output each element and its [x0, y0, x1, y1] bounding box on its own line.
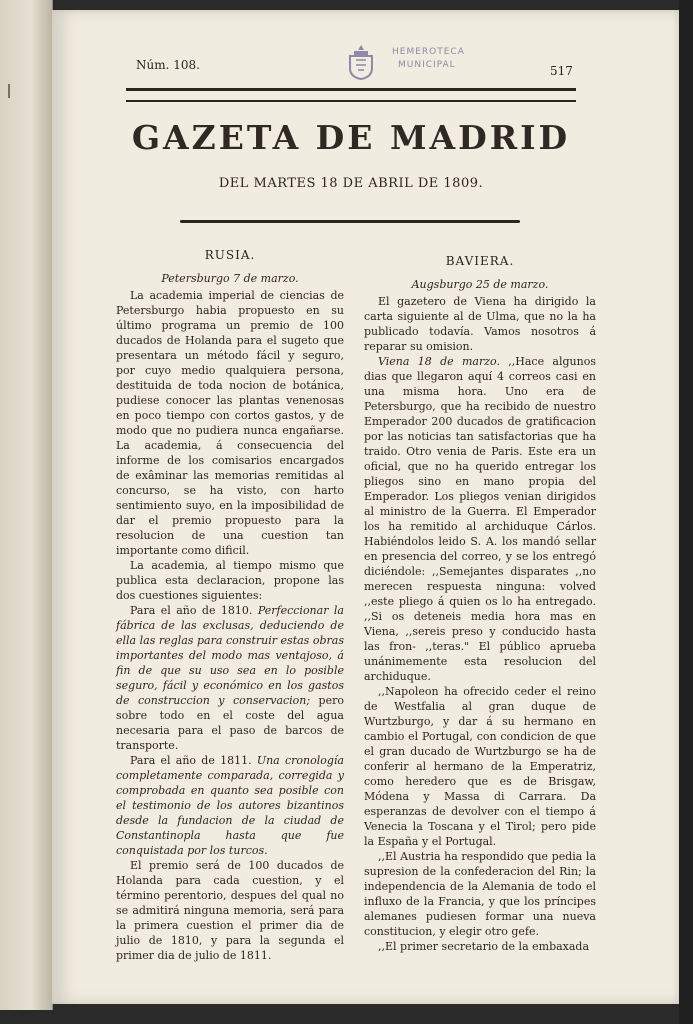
title-rule — [180, 220, 520, 223]
column-baviera — [364, 254, 596, 954]
paragraph: ,,Napoleon ha ofrecido ceder el reino de Westfalia al gran duque de Wurtzburgo, y dar á su hermano en cambio el Portugal, con condicion de que el gran ducado de Wurtzburgo se ha de conferir al hermano de la Emperatriz, como heredero que es de Brisgaw, Módena y Massa di Carrara. Da esperanzas de devolver con el tiempo á Venecia la Toscana y el Tirol; pero pide la España y el Portugal. — [364, 685, 596, 848]
dateline: Augsburgo 25 de marzo. — [411, 278, 549, 291]
text-run: Para el año de 1811. — [130, 754, 257, 767]
issue-date: DEL MARTES 18 DE ABRIL DE 1809. — [218, 176, 484, 191]
background-edge — [679, 0, 693, 1024]
italic-run: Perfeccionar la fábrica de las exclusas, deduciendo de ella las reglas para construir estas obras importantes del modo mas ventajoso, á fin de que su uso sea en lo posible seguro, fácil y económico en los gastos de construccion y conservacion; — [116, 604, 344, 707]
stamp-line-2: MUNICIPAL — [398, 60, 456, 70]
header-rule — [126, 88, 576, 102]
paragraph: ,,El primer secretario de la embaxada — [378, 940, 590, 953]
paragraph: El gazetero de Viena ha dirigido la carta siguiente al de Ulma, que no la ha publicado todavía. Vamos nosotros á reparar su omision. — [364, 295, 596, 353]
paragraph — [364, 354, 596, 684]
paragraph: ,,El Austria ha respondido que pedia la supresion de la confederacion del Rin; la independencia de la Alemania de todo el influxo de la Francia, y que los príncipes alemanes pudiesen formar una nueva constitucion, y elegir otro gefe. — [364, 850, 596, 938]
dateline: Petersburgo 7 de marzo. — [161, 272, 299, 285]
paragraph: La academia imperial de ciencias de Petersburgo habia propuesto en su último programa un premio de 100 ducados de Holanda para el sugeto que presentara un método fácil y seguro, por cuyo medio qualquiera persona, destituida de toda nocion de botánica, pudiese conocer las plantas venenosas en poco tiempo con cortos gastos, y de modo que no pudiera nunca engañarse. La academia, á consecuencia del informe de los comisarios encargados de exâminar las memorias remitidas al concurso, se ha visto, con harto sentimiento suyo, en la imposibilidad de dar el premio propuesto para la resolucion de una cuestion tan importante como dificil. — [116, 289, 344, 557]
crest-icon — [346, 44, 376, 80]
text-run: ,,Hace algunos dias que llegaron aquí 4 correos casi en una misma hora. Uno era de Petersburgo, que ha recibido de nuestro Emperador 200 ducados de gratificacion por las noticias tan satisfactorias que ha traido. Otro venia de Paris. Este era un oficial, que no ha querido entregar los pliegos sino en mano propia del Emperador. Los pliegos venian dirigidos al ministro de la Guerra. El Emperador los ha remitido al archiduque Cárlos. Habiéndolos leido S. A. los mandó sellar en presencia del correo, y se los entregó diciéndole: ,,Semejantes disparates ,,no merecen respuesta ninguna: volved ,,este pliego á quien os lo ha entregado. ,,Si os deteneis media hora mas en Viena, ,,sereis preso y conducido hasta las fron- ,,teras." El público aprueba unánimemente esta resolucion del archiduque. — [364, 355, 596, 683]
stamp-line-1: HEMEROTECA — [392, 47, 465, 57]
paragraph: La academia, al tiempo mismo que publica esta declaracion, propone las dos cuestiones siguientes: — [116, 559, 344, 602]
masthead-title: GAZETA DE MADRID — [131, 118, 571, 157]
newspaper-page — [52, 10, 679, 1004]
column-rusia — [116, 248, 344, 963]
section-heading: BAVIERA. — [445, 254, 515, 268]
paragraph: El premio será de 100 ducados de Holanda para cada cuestion, y el término perentorio, despues del qual no se admitirá ninguna memoria, será para la primera cuestion el primer dia de julio de 1810, y para la segunda el primer dia de julio de 1811. — [116, 859, 344, 962]
section-heading: RUSIA. — [204, 248, 256, 262]
library-stamp — [346, 44, 496, 82]
left-page-edge — [0, 0, 53, 1010]
italic-run: Viena 18 de marzo. — [378, 355, 509, 368]
issue-number: Núm. 108. — [136, 58, 200, 72]
paragraph — [116, 603, 344, 753]
italic-run: Una cronología completamente comparada, corregida y comprobada en quanto sea posible con el testimonio de los autores bizantinos desde la fundacion de la ciudad de Constantinopla hasta que fue conquistada por los turcos. — [116, 754, 344, 857]
text-run: pero sobre todo en el coste del agua necesaria para el paso de barcos de transporte. — [116, 694, 344, 752]
paragraph — [116, 753, 344, 858]
text-run: Para el año de 1810. — [130, 604, 258, 617]
page-mark — [8, 84, 10, 98]
page-number: 517 — [550, 64, 573, 78]
